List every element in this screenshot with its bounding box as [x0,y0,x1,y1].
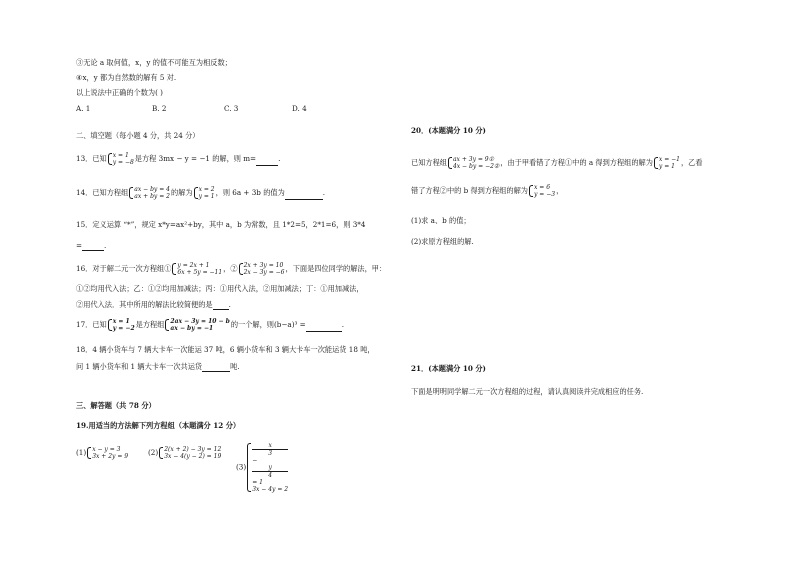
q19-1-system: x − y = 3 3x + 2y = 9 [87,446,128,460]
option-d: D. 4 [292,104,307,113]
question-16: 16．对于解二元一次方程组① y = 2x + 1 6x + 5y = −11 ，② 2x + 3y = 10 2x − 3y = −6 ，下面是四位同学的解法，甲： [76,262,387,276]
q15-answer-blank [82,242,104,251]
q20-solution-yi: x = 6 y = −3 [529,184,555,198]
statement-3: ③无论 a 取何值，x，y 的值不可能互为相反数； [76,58,232,67]
question-18-cont: 问 1 辆小货车和 1 辆大卡车一次共运货 吨. [76,362,240,371]
section-2-title: 二、填空题（每小题 4 分，共 24 分） [76,131,200,140]
option-b: B. 2 [152,104,167,113]
q13-system: x = 1 y = −8 [108,152,134,166]
q19-2-system: 2(x + 2) − 3y = 12 3x − 4(y − 2) = 19 [159,446,221,460]
question-17: 17．已知 x = 1 y = −2 是方程组 2ax − 3y = 10 − b ax − by = −1 的一个解，则(b−a)³ = . [76,318,344,332]
q20-system: ax + 3y = 9① 4x − by = −2② [448,156,499,170]
question-19-2: (2) 2(x + 2) − 3y = 12 3x − 4(y − 2) = 19 [148,446,222,460]
question-14: 14．已知方程组 ax − by = 4 ax + by = 2 的解为 x = 2 y = 1 ，则 6a + 3b 的值为 . [76,186,326,200]
q13-text: 是方程 3mx − y = −1 的解，则 m= [134,154,257,163]
q13-prefix: 13．已知 [76,154,107,163]
q14-answer-blank [285,191,323,200]
q14-solution: x = 2 y = 1 [194,186,215,200]
question-20-part-2: (2)求原方程组的解. [411,237,474,246]
q16-system-1: y = 2x + 1 6x + 5y = −11 [172,262,222,276]
question-16-line-2: ①②均用代入法；乙：①②均用加减法；丙：①用代入法，②用加减法；丁：①用加减法， [76,284,364,293]
question-19-3: (3) x 3 − y 4 = 1 3x − 4y = 2 [236,442,289,493]
question-13: 13．已知 x = 1 y = −8 是方程 3mx − y = −1 的解，则 m= . [76,152,281,166]
q19-3-fraction-y: y 4 [252,464,288,479]
q17-answer-blank [306,323,342,332]
question-prompt: 以上说法中正确的个数为( ) [76,88,163,97]
statement-4: ④x，y 都为自然数的解有 5 对. [76,73,177,82]
q16-answer-blank [213,301,229,310]
q14-system: ax − by = 4 ax + by = 2 [129,186,170,200]
q19-3-fraction-x: x 3 [252,442,288,457]
q20-solution-jia: x = −1 y = 1 [654,156,680,170]
question-20-part-1: (1)求 a、b 的值； [411,216,471,225]
question-19-title: 19.用适当的方法解下列方程组（本题满分 12 分） [76,421,241,430]
question-18: 18．4 辆小货车与 7 辆大卡车一次能运 37 吨，6 辆小货车和 3 辆大卡车一次能运货 18 吨， [76,345,375,354]
q17-system: 2ax − 3y = 10 − b ax − by = −1 [165,318,229,332]
question-20-line-1: 已知方程组 ax + 3y = 9① 4x − by = −2② ，由于甲看错了方程①中的 a 得到方程组的解为 x = −1 y = 1 ，乙看 [411,156,703,170]
q16-system-2: 2x + 3y = 10 2x − 3y = −6 [239,262,285,276]
question-21-title: 21．(本题满分 10 分) [411,364,486,373]
q17-solution: x = 1 y = −2 [108,318,135,332]
q13-answer-blank [256,157,278,166]
option-a: A. 1 [76,104,91,113]
q18-answer-blank [202,363,230,372]
question-20-title: 20．(本题满分 10 分) [411,126,486,135]
q19-3-system: x 3 − y 4 = 1 3x − 4y = 2 [247,442,288,493]
section-3-title: 三、解答题（共 78 分） [76,401,156,410]
question-15: 15．定义运算 “*”，规定 x*y=ax²+by，其中 a，b 为常数，且 1*2=5，2*1=6，则 3*4 [76,220,366,229]
question-16-line-3: ②用代入法．其中所用的解法比较简便的是 . [76,300,231,309]
option-c: C. 3 [224,104,239,113]
question-21-text: 下面是明明同学解二元一次方程组的过程，请认真阅读并完成相应的任务. [411,387,644,396]
question-15-cont: = . [76,241,107,250]
question-19-1: (1) x − y = 3 3x + 2y = 9 [76,446,129,460]
question-20-line-2: 错了方程②中的 b 得到方程组的解为 x = 6 y = −3 ， [411,184,564,198]
